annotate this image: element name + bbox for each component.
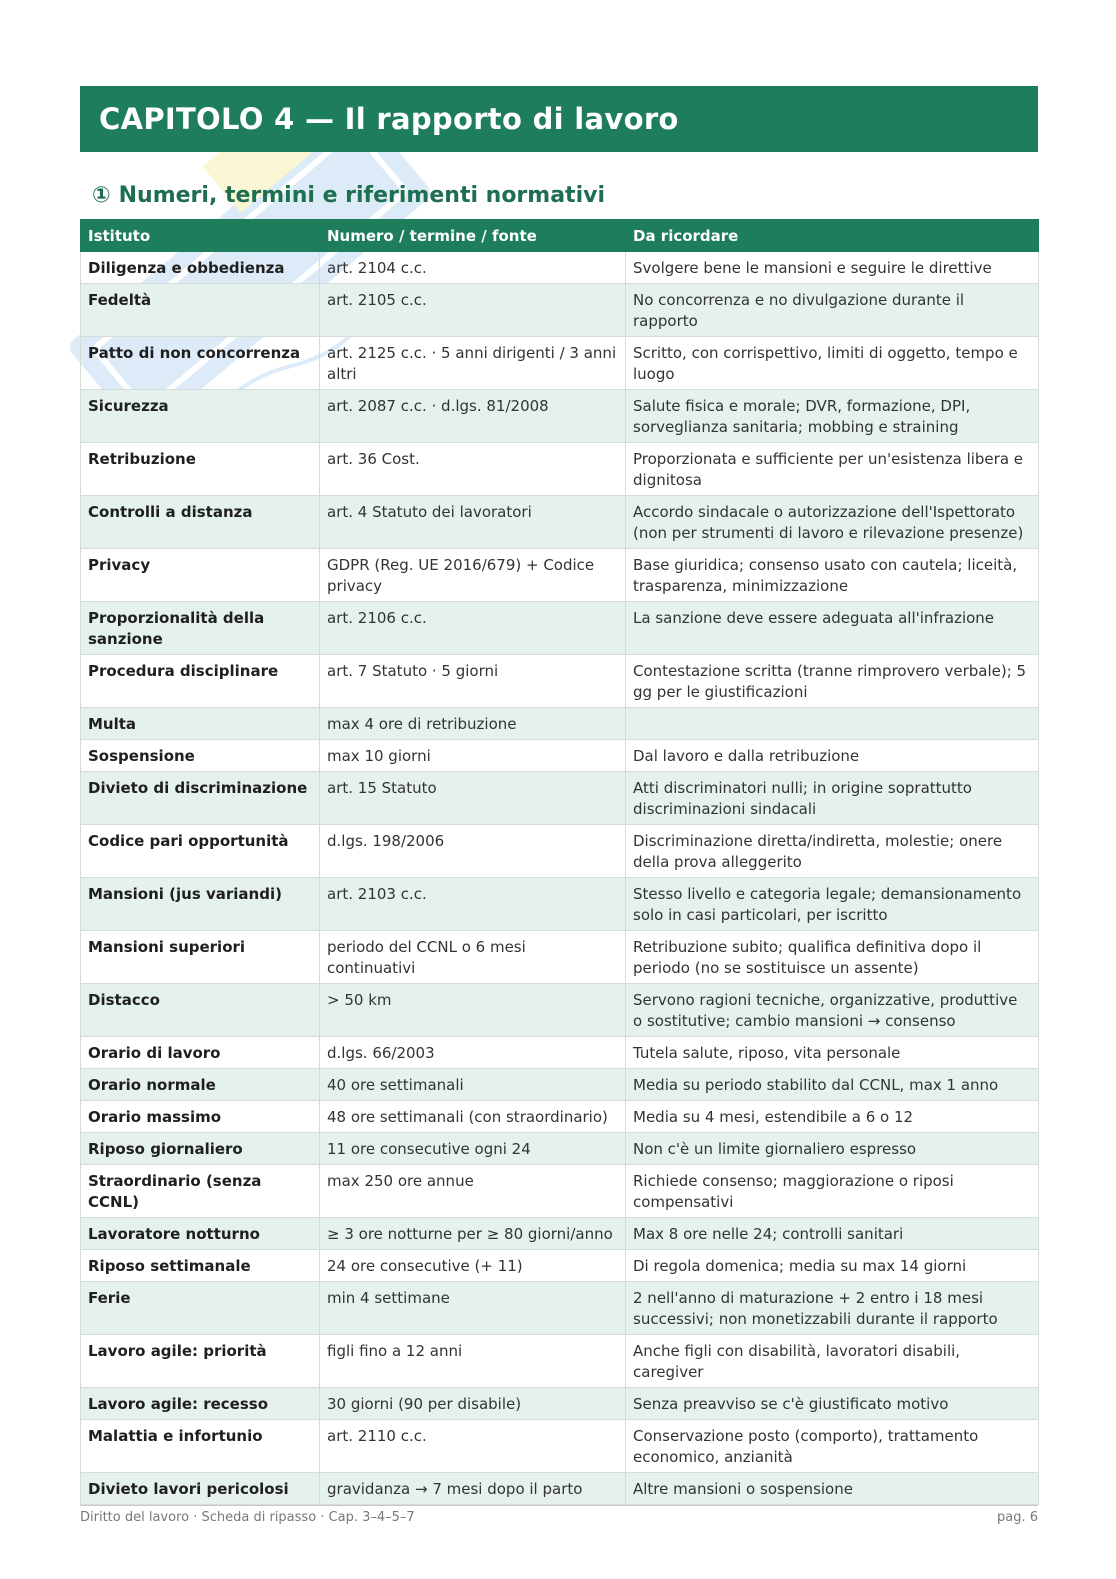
row-da-ricordare: Di regola domenica; media su max 14 giorni <box>626 1250 1039 1282</box>
header-istituto: Istituto <box>81 220 320 252</box>
row-istituto: Orario normale <box>81 1069 320 1101</box>
row-da-ricordare: La sanzione deve essere adeguata all'infrazione <box>626 602 1039 655</box>
row-istituto: Divieto lavori pericolosi <box>81 1473 320 1505</box>
row-numero-fonte: max 10 giorni <box>320 740 626 772</box>
row-numero-fonte: art. 36 Cost. <box>320 443 626 496</box>
row-numero-fonte: > 50 km <box>320 984 626 1037</box>
table-row <box>81 1069 1039 1101</box>
chapter-banner <box>80 86 1038 152</box>
row-istituto: Malattia e infortunio <box>81 1420 320 1473</box>
row-da-ricordare: No concorrenza e no divulgazione durante il rapporto <box>626 284 1039 337</box>
table-row <box>81 740 1039 772</box>
row-da-ricordare: Senza preavviso se c'è giustificato motivo <box>626 1388 1039 1420</box>
row-istituto: Distacco <box>81 984 320 1037</box>
table-row <box>81 878 1039 931</box>
row-da-ricordare: 2 nell'anno di maturazione + 2 entro i 18 mesi successivi; non monetizzabili durante il rapporto <box>626 1282 1039 1335</box>
table-row <box>81 825 1039 878</box>
row-numero-fonte: GDPR (Reg. UE 2016/679) + Codice privacy <box>320 549 626 602</box>
footer-doc-title: Diritto del lavoro · Scheda di ripasso · Cap. 3–4–5–7 <box>80 1510 415 1525</box>
table-row <box>81 655 1039 708</box>
footer-divider <box>80 1505 1038 1506</box>
row-da-ricordare: Discriminazione diretta/indiretta, molestie; onere della prova alleggerito <box>626 825 1039 878</box>
row-numero-fonte: figli fino a 12 anni <box>320 1335 626 1388</box>
row-istituto: Riposo settimanale <box>81 1250 320 1282</box>
row-da-ricordare: Conservazione posto (comporto), trattamento economico, anzianità <box>626 1420 1039 1473</box>
row-numero-fonte: d.lgs. 198/2006 <box>320 825 626 878</box>
table-row <box>81 931 1039 984</box>
row-da-ricordare: Retribuzione subito; qualifica definitiva dopo il periodo (no se sostituisce un assente) <box>626 931 1039 984</box>
row-da-ricordare: Stesso livello e categoria legale; demansionamento solo in casi particolari, per iscritto <box>626 878 1039 931</box>
row-da-ricordare: Salute fisica e morale; DVR, formazione, DPI, sorveglianza sanitaria; mobbing e straining <box>626 390 1039 443</box>
table-row <box>81 443 1039 496</box>
row-da-ricordare: Proporzionata e sufficiente per un'esistenza libera e dignitosa <box>626 443 1039 496</box>
row-numero-fonte: art. 2125 c.c. · 5 anni dirigenti / 3 anni altri <box>320 337 626 390</box>
row-da-ricordare: Dal lavoro e dalla retribuzione <box>626 740 1039 772</box>
row-istituto: Ferie <box>81 1282 320 1335</box>
row-istituto: Divieto di discriminazione <box>81 772 320 825</box>
row-da-ricordare: Media su 4 mesi, estendibile a 6 o 12 <box>626 1101 1039 1133</box>
row-istituto: Fedeltà <box>81 284 320 337</box>
row-numero-fonte: 30 giorni (90 per disabile) <box>320 1388 626 1420</box>
row-numero-fonte: min 4 settimane <box>320 1282 626 1335</box>
row-numero-fonte: art. 2106 c.c. <box>320 602 626 655</box>
row-istituto: Mansioni superiori <box>81 931 320 984</box>
row-numero-fonte: periodo del CCNL o 6 mesi continuativi <box>320 931 626 984</box>
table-row <box>81 1282 1039 1335</box>
row-numero-fonte: 24 ore consecutive (+ 11) <box>320 1250 626 1282</box>
row-numero-fonte: art. 2105 c.c. <box>320 284 626 337</box>
table-row <box>81 549 1039 602</box>
table-row <box>81 772 1039 825</box>
row-istituto: Retribuzione <box>81 443 320 496</box>
row-numero-fonte: art. 2103 c.c. <box>320 878 626 931</box>
row-da-ricordare <box>626 708 1039 740</box>
table-row <box>81 496 1039 549</box>
row-istituto: Procedura disciplinare <box>81 655 320 708</box>
row-da-ricordare: Altre mansioni o sospensione <box>626 1473 1039 1505</box>
section-number: ① <box>92 183 111 208</box>
row-istituto: Sicurezza <box>81 390 320 443</box>
row-numero-fonte: art. 4 Statuto dei lavoratori <box>320 496 626 549</box>
row-istituto: Mansioni (jus variandi) <box>81 878 320 931</box>
table-row <box>81 1420 1039 1473</box>
table-row <box>81 1101 1039 1133</box>
row-da-ricordare: Accordo sindacale o autorizzazione dell'Ispettorato (non per strumenti di lavoro e rilevazione presenze) <box>626 496 1039 549</box>
row-numero-fonte: art. 7 Statuto · 5 giorni <box>320 655 626 708</box>
table-row <box>81 1037 1039 1069</box>
table-row <box>81 252 1039 284</box>
row-istituto: Proporzionalità della sanzione <box>81 602 320 655</box>
table-row <box>81 1473 1039 1505</box>
row-numero-fonte: art. 2104 c.c. <box>320 252 626 284</box>
row-numero-fonte: 48 ore settimanali (con straordinario) <box>320 1101 626 1133</box>
row-da-ricordare: Servono ragioni tecniche, organizzative, produttive o sostitutive; cambio mansioni → consenso <box>626 984 1039 1037</box>
table-row <box>81 602 1039 655</box>
row-da-ricordare: Contestazione scritta (tranne rimprovero verbale); 5 gg per le giustificazioni <box>626 655 1039 708</box>
row-istituto: Orario massimo <box>81 1101 320 1133</box>
table-row <box>81 984 1039 1037</box>
row-istituto: Lavoro agile: recesso <box>81 1388 320 1420</box>
row-istituto: Controlli a distanza <box>81 496 320 549</box>
section-heading <box>92 183 605 208</box>
row-da-ricordare: Max 8 ore nelle 24; controlli sanitari <box>626 1218 1039 1250</box>
row-numero-fonte: d.lgs. 66/2003 <box>320 1037 626 1069</box>
row-da-ricordare: Tutela salute, riposo, vita personale <box>626 1037 1039 1069</box>
table-row <box>81 1165 1039 1218</box>
section-title: Numeri, termini e riferimenti normativi <box>118 183 605 208</box>
table-header-row <box>81 220 1039 252</box>
row-da-ricordare: Scritto, con corrispettivo, limiti di oggetto, tempo e luogo <box>626 337 1039 390</box>
chapter-title: CAPITOLO 4 — Il rapporto di lavoro <box>99 102 679 136</box>
row-numero-fonte: art. 2110 c.c. <box>320 1420 626 1473</box>
row-da-ricordare: Atti discriminatori nulli; in origine soprattutto discriminazioni sindacali <box>626 772 1039 825</box>
footer-page-number: pag. 6 <box>996 1510 1038 1525</box>
row-numero-fonte: gravidanza → 7 mesi dopo il parto <box>320 1473 626 1505</box>
table-row <box>81 390 1039 443</box>
table-row <box>81 1250 1039 1282</box>
row-numero-fonte: art. 15 Statuto <box>320 772 626 825</box>
row-istituto: Privacy <box>81 549 320 602</box>
row-istituto: Straordinario (senza CCNL) <box>81 1165 320 1218</box>
row-istituto: Orario di lavoro <box>81 1037 320 1069</box>
table-row <box>81 284 1039 337</box>
row-da-ricordare: Svolgere bene le mansioni e seguire le direttive <box>626 252 1039 284</box>
row-da-ricordare: Media su periodo stabilito dal CCNL, max 1 anno <box>626 1069 1039 1101</box>
table-row <box>81 337 1039 390</box>
row-istituto: Codice pari opportunità <box>81 825 320 878</box>
row-numero-fonte: max 4 ore di retribuzione <box>320 708 626 740</box>
reference-table <box>80 219 1039 1505</box>
header-numero-termine-fonte: Numero / termine / fonte <box>320 220 626 252</box>
table-row <box>81 1335 1039 1388</box>
table-row <box>81 1218 1039 1250</box>
header-da-ricordare: Da ricordare <box>626 220 1039 252</box>
row-istituto: Riposo giornaliero <box>81 1133 320 1165</box>
table-row <box>81 708 1039 740</box>
row-istituto: Multa <box>81 708 320 740</box>
row-istituto: Patto di non concorrenza <box>81 337 320 390</box>
row-numero-fonte: max 250 ore annue <box>320 1165 626 1218</box>
row-istituto: Sospensione <box>81 740 320 772</box>
row-istituto: Diligenza e obbedienza <box>81 252 320 284</box>
row-da-ricordare: Richiede consenso; maggiorazione o riposi compensativi <box>626 1165 1039 1218</box>
row-da-ricordare: Non c'è un limite giornaliero espresso <box>626 1133 1039 1165</box>
row-istituto: Lavoratore notturno <box>81 1218 320 1250</box>
row-numero-fonte: 11 ore consecutive ogni 24 <box>320 1133 626 1165</box>
table-row <box>81 1133 1039 1165</box>
table-row <box>81 1388 1039 1420</box>
row-istituto: Lavoro agile: priorità <box>81 1335 320 1388</box>
row-da-ricordare: Anche figli con disabilità, lavoratori disabili, caregiver <box>626 1335 1039 1388</box>
row-numero-fonte: ≥ 3 ore notturne per ≥ 80 giorni/anno <box>320 1218 626 1250</box>
row-numero-fonte: 40 ore settimanali <box>320 1069 626 1101</box>
row-da-ricordare: Base giuridica; consenso usato con cautela; liceità, trasparenza, minimizzazione <box>626 549 1039 602</box>
row-numero-fonte: art. 2087 c.c. · d.lgs. 81/2008 <box>320 390 626 443</box>
